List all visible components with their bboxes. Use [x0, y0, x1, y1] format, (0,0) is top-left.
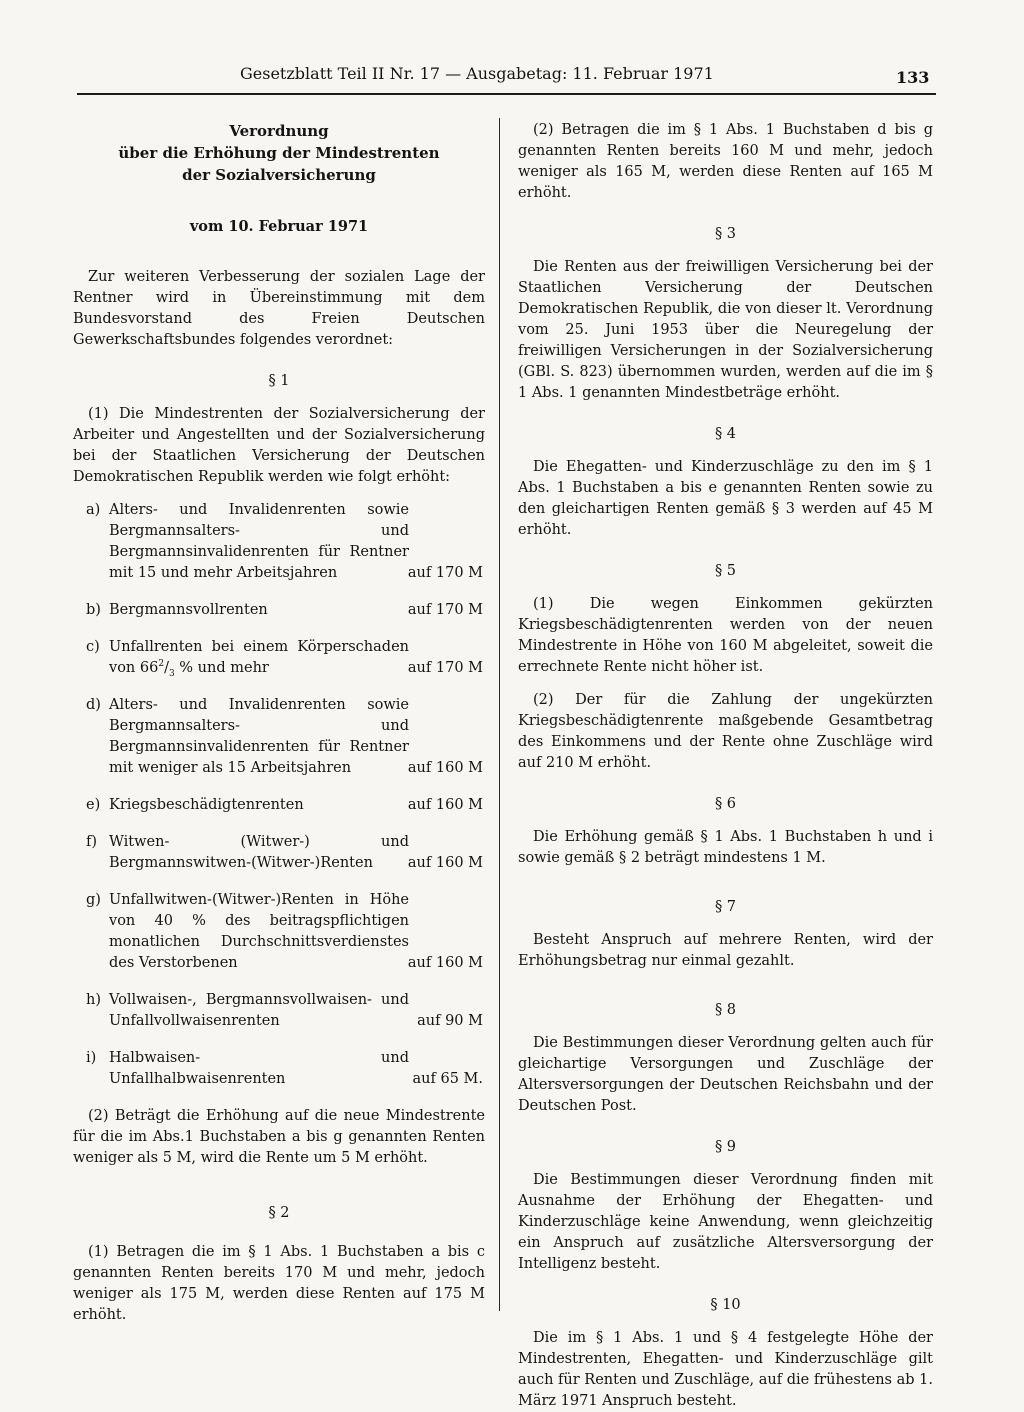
item-amount: auf 160 M — [407, 955, 483, 971]
column-divider — [499, 118, 500, 1311]
preamble: Zur weiteren Verbesserung der sozialen Lage der Rentner wird in Übereinstimmung mit dem Bundesvorstand des Freien Deutschen Gewerkschaftsbundes folgendes verordnet: — [73, 269, 485, 348]
title-line-2: über die Erhöhung der Mindestrenten — [118, 144, 440, 162]
item-amount: auf 160 M — [407, 855, 483, 871]
section-10-text: Die im § 1 Abs. 1 und § 4 festgelegte Höhe der Mindestrenten, Ehegatten- und Kinderzuschläge gilt auch für Renten und Zuschläge, auf die frühestens ab 1. März 1971 Anspruch besteht. — [518, 1330, 933, 1409]
fraction-numerator: 2 — [158, 659, 165, 670]
header-rule — [77, 93, 936, 95]
section-1-heading: § 1 — [268, 373, 290, 389]
section-1-paragraph-2: (2) Beträgt die Erhöhung auf die neue Mindestrente für die im Abs.1 Buchstaben a bis g genannten Renten weniger als 5 M, wird die Rente um 5 M erhöht. — [73, 1108, 485, 1166]
left-column — [73, 120, 485, 1326]
title-line-3: der Sozialversicherung — [182, 166, 376, 184]
list-item — [73, 500, 485, 584]
section-6-text: Die Erhöhung gemäß § 1 Abs. 1 Buchstaben h und i sowie gemäß § 2 beträgt mindestens 1 M. — [518, 829, 933, 866]
item-text: Bergmannsvollrenten — [109, 602, 268, 618]
rent-list — [73, 500, 485, 1090]
item-text: Halbwaisen- und Unfallhalbwaisenrenten — [109, 1050, 409, 1087]
section-8-text: Die Bestimmungen dieser Verordnung gelten auch für gleichartige Versorgungen und Zuschläge der Altersversorgungen der Deutschen Reichsbahn und der Deutschen Post. — [518, 1035, 933, 1114]
item-text: Vollwaisen-, Bergmannsvollwaisen- und Unfallvollwaisenrenten — [109, 992, 409, 1029]
item-amount: auf 90 M — [417, 1013, 483, 1029]
section-4-text: Die Ehegatten- und Kinderzuschläge zu den im § 1 Abs. 1 Buchstaben a bis e genannten Renten sowie zu den gleichartigen Renten gemäß § 3 werden auf 45 M erhöht. — [518, 459, 933, 538]
list-item — [73, 637, 485, 679]
section-10-heading: § 10 — [710, 1297, 741, 1313]
section-6-heading: § 6 — [714, 796, 737, 812]
list-item — [73, 890, 485, 974]
section-4-heading: § 4 — [714, 426, 737, 442]
section-9-text: Die Bestimmungen dieser Verordnung finden mit Ausnahme der Erhöhung der Ehegatten- und Kinderzuschläge keine Anwendung, wenn gleichzeitig ein Anspruch auf zusätzliche Altersversorgung der Intelligenz besteht. — [518, 1172, 933, 1272]
section-3-heading: § 3 — [714, 226, 737, 242]
section-7-text: Besteht Anspruch auf mehrere Renten, wird der Erhöhungsbetrag nur einmal gezahlt. — [518, 932, 933, 969]
item-label: a) — [86, 502, 101, 518]
right-column — [518, 120, 933, 1412]
section-2-paragraph-2: (2) Betragen die im § 1 Abs. 1 Buchstaben d bis g genannten Renten bereits 160 M und mehr, jedoch weniger als 165 M, werden diese Renten auf 165 M erhöht. — [518, 122, 933, 201]
section-8-heading: § 8 — [714, 1002, 737, 1018]
item-label: e) — [86, 797, 101, 813]
item-label: i) — [86, 1050, 97, 1066]
decree-date: vom 10. Februar 1971 — [189, 218, 369, 235]
section-2-paragraph-1: (1) Betragen die im § 1 Abs. 1 Buchstaben a bis c genannten Renten bereits 170 M und mehr, jedoch weniger als 175 M, werden diese Renten auf 175 M erhöht. — [73, 1244, 485, 1323]
item-amount: auf 170 M — [407, 565, 483, 581]
paragraph-gap — [518, 678, 933, 690]
list-item — [73, 1048, 485, 1090]
section-5-paragraph-2: (2) Der für die Zahlung der ungekürzten Kriegsbeschädigtenrente maßgebende Gesamtbetrag des Einkommens und der Rente ohne Zuschläge wird auf 210 M erhöht. — [518, 692, 933, 771]
list-item — [73, 600, 485, 621]
section-7-heading: § 7 — [714, 899, 737, 915]
item-amount: auf 170 M — [407, 660, 483, 676]
item-text: Witwen- (Witwer-) und Bergmannswitwen-(Witwer-)Renten — [109, 834, 409, 871]
fraction-denominator: 3 — [168, 668, 175, 679]
item-text: Unfallwitwen-(Witwer-)Renten in Höhe von 40 % des beitragspflichtigen monatlichen Durchschnittsverdienstes des Verstorbenen — [109, 892, 409, 971]
running-header: Gesetzblatt Teil II Nr. 17 — Ausgabetag: 11. Februar 1971 — [240, 64, 714, 83]
item-label: g) — [86, 892, 101, 908]
item-label: h) — [86, 992, 101, 1008]
title-line-1: Verordnung — [229, 122, 329, 140]
section-5-heading: § 5 — [714, 563, 737, 579]
item-label: f) — [86, 834, 98, 850]
item-text: Alters- und Invalidenrenten sowie Bergmannsalters- und Bergmannsinvalidenrenten für Rentner mit 15 und mehr Arbeitsjahren — [109, 502, 409, 581]
item-amount: auf 160 M — [407, 797, 483, 813]
section-9-heading: § 9 — [714, 1139, 737, 1155]
item-text-before: Unfallrenten bei einem Körperschaden von 66 — [109, 639, 409, 676]
item-text: Alters- und Invalidenrenten sowie Bergmannsalters- und Bergmannsinvalidenrenten für Rentner mit weniger als 15 Arbeitsjahren — [109, 697, 409, 776]
item-text-after: % und mehr — [174, 660, 269, 676]
section-5-paragraph-1: (1) Die wegen Einkommen gekürzten Kriegsbeschädigtenrenten werden von der neuen Mindestrente in Höhe von 160 M abgeleitet, soweit die errechnete Rente nicht höher ist. — [518, 596, 933, 675]
item-label: d) — [86, 697, 101, 713]
list-item — [73, 795, 485, 816]
list-item — [73, 695, 485, 779]
item-label: b) — [86, 602, 101, 618]
list-item — [73, 832, 485, 874]
item-text: Unfallrenten bei einem Körperschaden von $66^2/_3$ % und mehr — [109, 639, 409, 679]
list-item — [73, 990, 485, 1032]
page-number: 133 — [896, 68, 930, 87]
item-amount: auf 170 M — [407, 602, 483, 618]
item-label: c) — [86, 639, 100, 655]
section-3-text: Die Renten aus der freiwilligen Versicherung bei der Staatlichen Versicherung der Deutschen Demokratischen Republik, die von dieser lt. Verordnung vom 25. Juni 1953 über die Neuregelung der freiwilligen Versicherungen in der Sozialversicherung (GBl. S. 823) übernommen wurden, werden auf die im § 1 Abs. 1 genannten Mindestbeträge erhöht. — [518, 259, 933, 401]
item-amount: auf 160 M — [407, 760, 483, 776]
decree-title — [73, 120, 485, 186]
section-2-heading: § 2 — [268, 1205, 290, 1221]
section-1-paragraph-1: (1) Die Mindestrenten der Sozialversicherung der Arbeiter und Angestellten und der Sozialversicherung bei der Staatlichen Versicherung der Deutschen Demokratischen Republik werden wie folgt erhöht: — [73, 406, 485, 485]
item-amount: auf 65 M. — [412, 1071, 483, 1087]
item-text: Kriegsbeschädigtenrenten — [109, 797, 304, 813]
